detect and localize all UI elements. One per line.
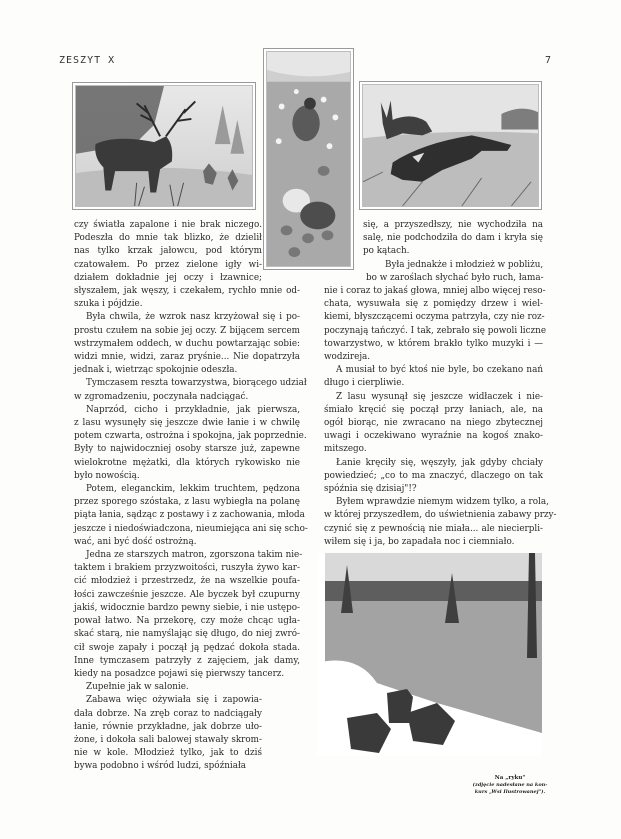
- text-line: szuka i pójdzie.: [74, 299, 143, 310]
- text-line: A musiał to być ktoś nie byle, bo czekano nań: [336, 365, 543, 376]
- photo-caption: [465, 775, 555, 796]
- text-line: Podeszła do mnie tak blizko, że dzielił: [74, 233, 262, 244]
- text-line: spóźnia się dzisiaj"!?: [324, 484, 417, 495]
- text-line: po kątach.: [363, 246, 410, 257]
- text-line: uwagi i oczekiwano wyraźnie na kogoś znako-: [324, 431, 543, 442]
- photo-caption-note-line2: kurs „Wsi Ilustrowanej").: [474, 789, 546, 795]
- stag-drawing: [76, 86, 252, 206]
- left-column-lines: [74, 219, 308, 774]
- text-line: bywa podobno i wśród ludzi, spóźniała: [74, 761, 247, 772]
- text-line: poczynają tańczyć. I tak, zebrało się powoli liczne: [324, 325, 547, 336]
- text-line: Zupełnie jak w salonie.: [86, 682, 189, 693]
- illustration-stag-image: [75, 85, 253, 207]
- text-line: widzi mnie, widzi, zaraz pryśnie... Nie dopatrzyła: [74, 352, 300, 363]
- text-line: Potem, eleganckim, lekkim truchtem, pędzona: [86, 484, 300, 495]
- text-line: żone, i dokoła sali balowej stawały skrom-: [74, 734, 262, 745]
- illustration-hares-image: [362, 84, 539, 207]
- text-line: pował łatwo. Na przekorę, czy może chcąc ugła-: [74, 616, 300, 627]
- text-line: łanie, równie przykładne, jak dobrze uło-: [74, 721, 262, 732]
- illustration-stag: [72, 82, 256, 210]
- text-line: słyszałem, jak węszy, i czekałem, rychło mnie od-: [74, 286, 300, 297]
- text-line: piąta łania, sądząc z postawy i z zachowania, młoda: [74, 510, 305, 521]
- text-line: skać starą, nie namyślając się długo, do niej zwró-: [74, 629, 300, 640]
- right-column-lines: [324, 272, 557, 549]
- text-line: dała dobrze. Na zręb coraz to nadciągały: [74, 708, 262, 719]
- text-line: się, a przyszedłszy, nie wychodziła na: [363, 220, 543, 230]
- text-line: salę, nie podchodziła do dam i kryła się: [363, 233, 543, 244]
- text-line: towarzystwo, w którem brakło tylko muzyki i —: [324, 338, 543, 349]
- issue-label: ZESZYT X: [59, 55, 116, 66]
- text-line: ogół biorąc, nie zwracano na niego zbytecznej: [324, 418, 543, 429]
- text-line: powiedzieć; „co to ma znaczyć, dlaczego on tak: [324, 470, 543, 481]
- text-line: nie i coraz to jakaś głowa, mniej albo więcej reso-: [324, 286, 546, 296]
- photo-caption-note-line1: (zdjęcie nadesłane na kon-: [472, 782, 548, 788]
- text-line: śmiało kręcić się począł przy łaniach, ale, na: [324, 404, 543, 415]
- text-line: cić młodzież i przestrzedz, że na wszelkie poufa-: [74, 576, 300, 587]
- text-line: Inne tymczasem patrzyły z zajęciem, jak damy,: [74, 655, 300, 666]
- text-line: Z lasu wysunął się jeszcze widłaczek i nie-: [336, 391, 543, 402]
- text-line: nas tylko krzak jałowcu, pod którym: [74, 246, 262, 257]
- text-line: jednak i, wietrząc spokojnie odeszła.: [74, 365, 238, 376]
- text-line: czy światła zapalone i nie brak niczego.: [74, 220, 262, 230]
- text-line: Naprzód, cicho i przykładnie, jak pierwsza,: [86, 404, 300, 415]
- text-line: wstrzymałem oddech, w duchu powtarzając sobie:: [74, 338, 300, 349]
- text-line: w której przyszedłem, do uświetnienia zabawy przy-: [324, 510, 557, 521]
- text-line: Była chwila, że wzrok nasz krzyżował się i po-: [86, 312, 300, 323]
- text-line: prostu czułem na sobie jej oczy. Z bijącem sercem: [74, 325, 300, 336]
- text-line: było nowością.: [74, 470, 140, 481]
- article-right-column-top: [363, 219, 543, 272]
- hares-drawing: [363, 85, 538, 206]
- text-line: przez sporego szóstaka, z lasu wybiegła na polanę: [74, 497, 300, 508]
- photo-caption-title: Na „ryku": [494, 775, 526, 781]
- text-line: Były to najwidoczniej osoby starsze już, zapewne: [74, 444, 300, 455]
- text-line: czatowałem. Po przez zielone igły wi-: [74, 259, 262, 270]
- text-line: nie w kole. Młodzież tylko, jak to dziś: [74, 748, 262, 759]
- text-line: taktem i brakiem przyzwoitości, ruszyła żywo kar-: [74, 563, 300, 574]
- text-line: mitszego.: [324, 444, 367, 455]
- text-line: Jedna ze starszych matron, zgorszona takim nie-: [86, 550, 303, 561]
- text-line: Zabawa więc ożywiała się i zapowia-: [86, 695, 262, 706]
- text-line: potem czwarta, ostrożna i spokojna, jak poprzednie.: [74, 431, 307, 442]
- text-line: Tymczasem reszta towarzystwa, biorącego udział: [86, 378, 307, 389]
- text-line: jakiś, widocznie bardzo pewny siebie, i nie ustępo-: [74, 602, 300, 613]
- text-line: Byłem wprawdzie niemym widzem tylko, a rola,: [336, 497, 549, 508]
- text-line: wielokrotne mężatki, dla których rykowisko nie: [74, 457, 300, 468]
- text-line: cił swoje zapały i począł ją pędzać dokoła stada.: [74, 642, 300, 653]
- photograph-deer-herd: [317, 553, 542, 756]
- page-number: 7: [544, 55, 552, 66]
- text-line: chata, wysuwała się z pomiędzy drzew i wiel-: [324, 299, 543, 310]
- text-line: kiemi, błyszczącemi oczyma patrzyła, czy nie roz-: [324, 312, 545, 323]
- deer-herd-drawing: [317, 553, 542, 756]
- text-line: wiłem się i ja, bo zapadała noc i ciemniało.: [324, 536, 515, 547]
- text-line: działem dokładnie jej oczy i łzawnice;: [74, 272, 262, 283]
- text-line: wać, ani być dość ostrożną.: [74, 536, 197, 547]
- text-line: kiedy na posadzce pojawi się pierwszy tancerz.: [74, 668, 285, 679]
- text-line: łości zawcześnie jeszcze. Ale byczek był czupurny: [74, 589, 300, 600]
- text-line: czynić się z pewnością nie miała... ale niecierpli-: [324, 523, 543, 534]
- article-right-column: [324, 272, 557, 549]
- text-line: Była jednakże i młodzież w pobliżu,: [385, 259, 544, 270]
- illustration-hares: [359, 81, 542, 210]
- article-left-column: [74, 219, 308, 774]
- text-line: jeszcze i niedoświadczona, nieumiejąca ani się scho-: [74, 523, 308, 534]
- right-column-lines-top: [363, 219, 543, 272]
- text-line: wodzireja.: [324, 352, 371, 363]
- text-line: z lasu wysunęły się jeszcze dwie łanie i w chwilę: [74, 418, 300, 429]
- text-line: długo i cierpliwie.: [324, 378, 405, 389]
- photograph-deer-herd-image: [317, 553, 542, 756]
- text-line: w zgromadzeniu, poczynała nadciągać.: [74, 391, 249, 402]
- text-line: bo w zaroślach słychać było ruch, łama-: [366, 272, 544, 283]
- text-line: Łanie kręciły się, węszyły, jak gdyby chciały: [336, 457, 543, 468]
